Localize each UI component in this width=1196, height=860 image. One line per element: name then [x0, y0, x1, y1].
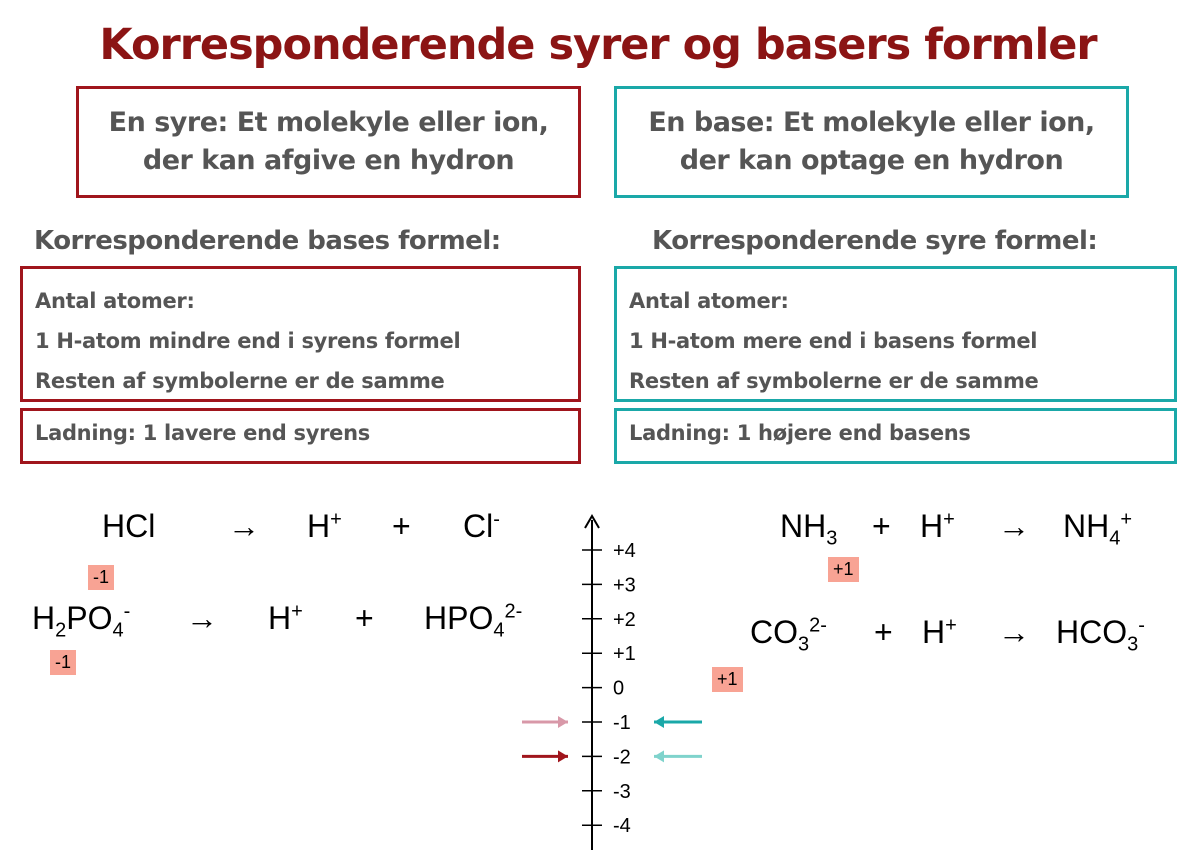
scale-tick-label: -1: [613, 712, 631, 734]
arrow-icon: →: [998, 508, 1030, 544]
right-arrow-icon-head: [654, 750, 664, 762]
plus-sign: +: [392, 508, 411, 544]
co3-hydron: H+: [922, 614, 957, 650]
scale-tick-label: -2: [613, 746, 631, 769]
base-rule-line: Resten af symbolerne er de samme: [35, 369, 445, 393]
scale-tick-label: -4: [613, 815, 631, 838]
scale-tick-label: +4: [613, 540, 636, 562]
nh3-hydron: H+: [920, 508, 955, 544]
charge-badge-hcl: -1: [88, 565, 114, 590]
hcl-product: Cl-: [463, 508, 500, 544]
charge-badge-nh3: +1: [828, 557, 859, 582]
plus-sign: +: [872, 508, 891, 544]
arrow-icon: →: [998, 614, 1030, 650]
scale-tick-label: +3: [613, 574, 636, 597]
acid-rule-line: 1 H-atom mere end i basens formel: [629, 329, 1038, 353]
acid-definition-line1: En syre: Et molekyle eller ion,: [108, 107, 549, 139]
acid-rule-line: Antal atomer:: [629, 289, 789, 313]
left-arrow-icon-head: [558, 716, 568, 728]
base-rule-line: Antal atomer:: [35, 289, 195, 313]
charge-badge-h2po4: -1: [50, 650, 76, 675]
right-arrow-icon-head: [654, 716, 664, 728]
scale-tick-label: +2: [613, 608, 636, 631]
nh3-reactant: $NH_3$: [780, 508, 838, 550]
co3-product: $HCO_3^-$: [1056, 614, 1145, 656]
base-charge-rule: Ladning: 1 lavere end syrens: [35, 421, 370, 445]
base-rule-line: 1 H-atom mindre end i syrens formel: [35, 329, 461, 353]
hcl-hydron: H+: [307, 508, 342, 544]
acid-charge-rule: Ladning: 1 højere end basens: [629, 421, 971, 445]
co3-reactant: $CO_3^{2-}$: [750, 614, 827, 656]
scale-tick-label: 0: [613, 677, 625, 700]
base-definition-line1: En base: Et molekyle eller ion,: [648, 107, 1095, 139]
plus-sign: +: [355, 600, 374, 636]
scale-tick-label: -3: [613, 780, 631, 803]
page-title: Korresponderende syrer og basers formler: [99, 20, 1097, 70]
acid-rule-line: Resten af symbolerne er de samme: [629, 369, 1039, 393]
charge-badge-co3: +1: [712, 667, 743, 692]
base-definition-line2: der kan optage en hydron: [679, 145, 1064, 176]
plus-sign: +: [874, 614, 893, 650]
h2po4-reactant: $H_2PO_4^-$: [32, 600, 131, 642]
arrow-icon: →: [186, 600, 218, 636]
acid-formula-heading: Korresponderende syre formel:: [652, 226, 1098, 256]
scale-tick-label: +1: [613, 643, 636, 666]
nh3-product: $NH_4^+$: [1063, 508, 1133, 550]
acid-definition-line2: der kan afgive en hydron: [142, 145, 515, 176]
arrow-icon: →: [228, 508, 260, 544]
h2po4-hydron: H+: [268, 600, 303, 636]
h2po4-product: $HPO_4^{2-}$: [424, 600, 523, 642]
hcl-reactant: HCl: [102, 508, 156, 544]
left-arrow-icon-head: [558, 750, 568, 762]
base-formula-heading: Korresponderende bases formel:: [34, 226, 501, 256]
